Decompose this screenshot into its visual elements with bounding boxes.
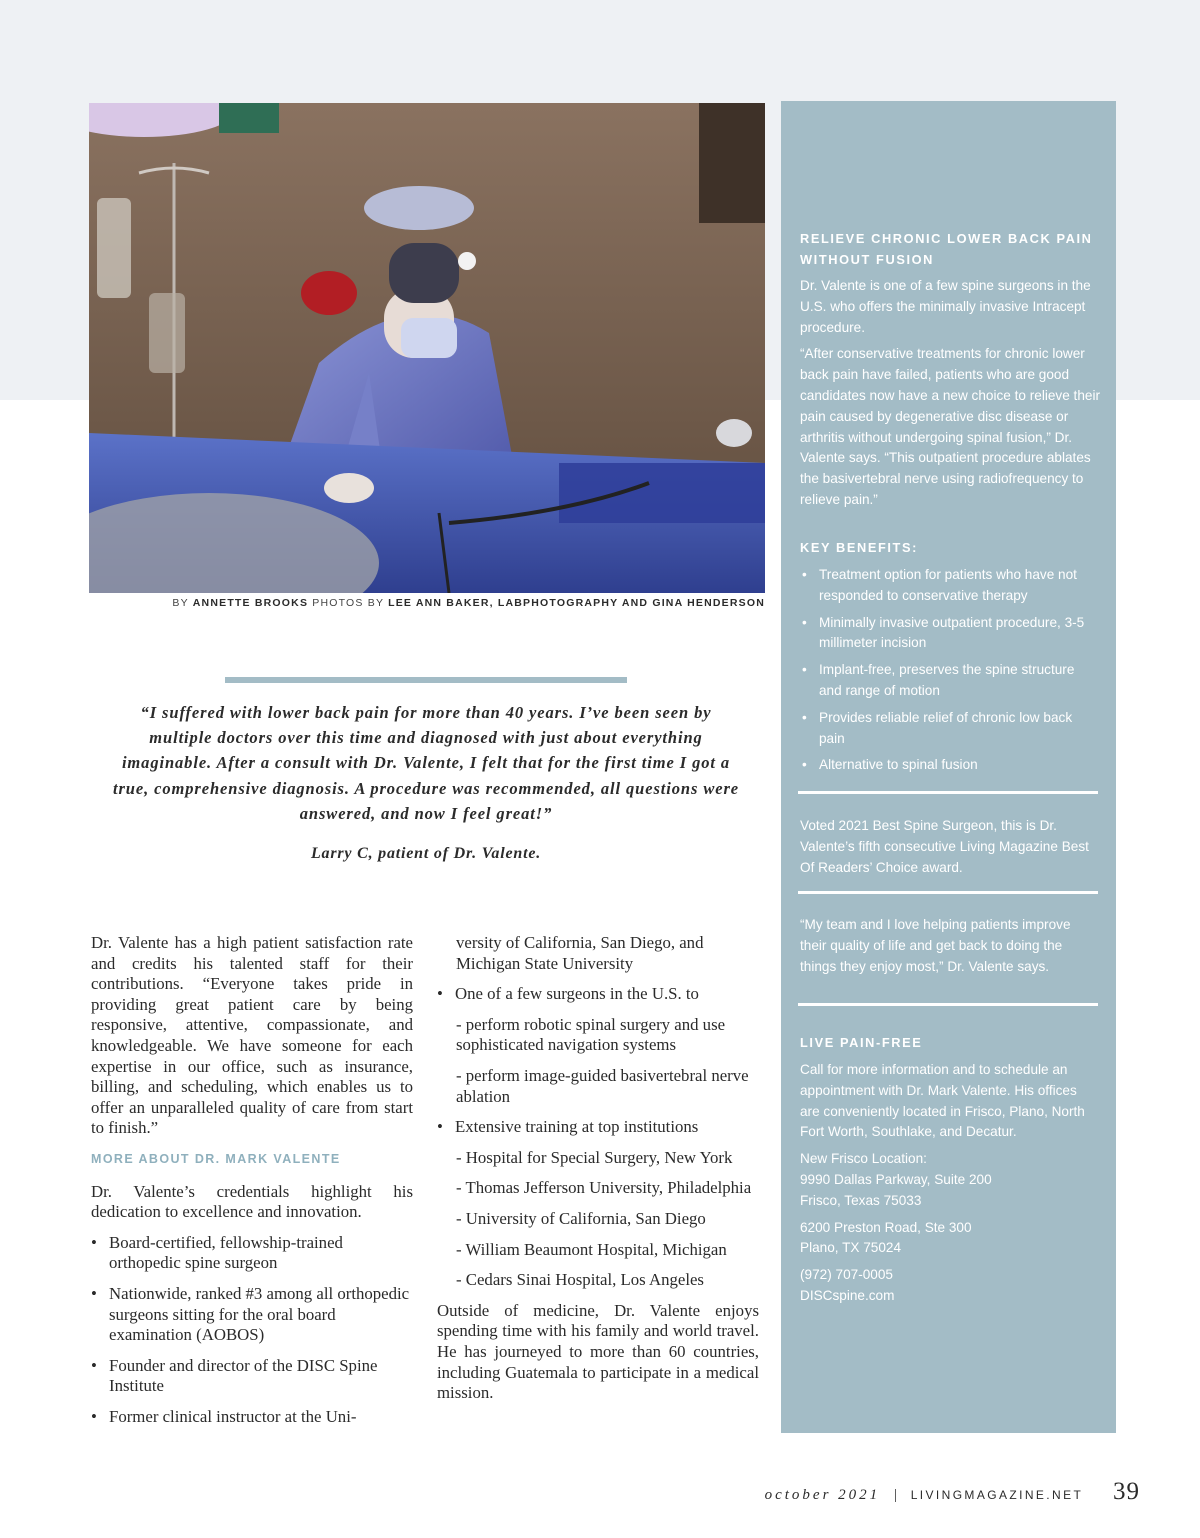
pull-quote: “I suffered with lower back pain for more than 40 years. I’ve been seen by multiple doctors over this time and diagnosed with just about everything imaginable. After a consult with Dr. Valente, I felt that for the first time I got a true, comprehensive diagnosis. A procedure was recommended, all questions were answered, and now I feel great!”: [112, 703, 739, 823]
sidebar-heading-live: LIVE PAIN-FREE: [800, 1035, 923, 1050]
bullet-icon: •: [802, 567, 807, 582]
list-item-text: One of a few surgeons in the U.S. to: [455, 984, 699, 1004]
list-item: [800, 565, 1100, 607]
footer-separator: |: [893, 1487, 897, 1503]
list-item: [91, 1356, 413, 1397]
frisco-street: 9990 Dallas Parkway, Suite 200: [800, 1171, 992, 1187]
bullet-icon: •: [437, 1117, 443, 1137]
credentials-list-continued: [437, 984, 759, 1005]
frisco-address: [800, 1149, 1100, 1211]
sidebar-heading-relieve: [800, 229, 1093, 270]
frisco-label: New Frisco Location:: [800, 1151, 927, 1167]
phone-number: (972) 707-0005: [800, 1267, 893, 1283]
list-item-text: Nationwide, ranked #3 among all orthopedic surgeons sitting for the oral board examination (AOBOS): [109, 1283, 410, 1345]
contact-info: [800, 1265, 1100, 1307]
bullet-icon: •: [91, 1232, 97, 1252]
page-footer: [740, 1478, 1140, 1506]
article-column-1: [91, 933, 413, 1437]
list-item-text: Alternative to spinal fusion: [819, 757, 978, 773]
list-item: [91, 1407, 413, 1428]
training-list: [437, 1117, 759, 1138]
list-item: [800, 613, 1100, 655]
sidebar-intro: [800, 276, 1100, 517]
credit-photos-label: PHOTOS BY: [312, 597, 384, 609]
list-item-text: Implant-free, preserves the spine structure and range of motion: [819, 662, 1075, 698]
sidebar-divider: [798, 791, 1098, 794]
sidebar-panel: [781, 101, 1116, 1433]
credit-author: ANNETTE BROOKS: [192, 597, 309, 609]
sidebar-paragraph: Dr. Valente is one of a few spine surgeons in the U.S. who offers the minimally invasive Intracept procedure.: [800, 278, 1091, 335]
sidebar-award: Voted 2021 Best Spine Surgeon, this is Dr. Valente’s fifth consecutive Living Magazine Best Of Readers’ Choice award.: [800, 818, 1089, 875]
page-number: 39: [1113, 1478, 1140, 1505]
sub-list-item: - Thomas Jefferson University, Philadelphia: [456, 1178, 752, 1198]
sub-list-item: - William Beaumont Hospital, Michigan: [456, 1239, 727, 1259]
sidebar-contact: [800, 1060, 1100, 1313]
bullet-icon: •: [91, 1283, 97, 1303]
credentials-intro: Dr. Valente’s credentials highlight his dedication to excellence and innovation.: [91, 1181, 413, 1222]
list-item-text: Minimally invasive outpatient procedure, 3-5 millimeter incision: [819, 614, 1085, 651]
bullet-icon: •: [802, 757, 807, 773]
credit-photographers: LEE ANN BAKER, LABPHOTOGRAPHY AND GINA HENDERSON: [388, 597, 765, 609]
bullet-icon: •: [802, 709, 807, 725]
list-item-text: Treatment option for patients who have not responded to conservative therapy: [819, 567, 1077, 603]
list-item-text: Extensive training at top institutions: [455, 1117, 699, 1137]
sidebar-heading-benefits: KEY BENEFITS:: [800, 540, 918, 555]
section-subhead: MORE ABOUT DR. MARK VALENTE: [91, 1151, 341, 1166]
list-item: [437, 1117, 759, 1138]
list-item: [437, 984, 759, 1005]
list-item: [800, 708, 1100, 750]
list-item: [91, 1284, 413, 1346]
website-link[interactable]: DISCspine.com: [800, 1287, 895, 1303]
list-item: [800, 755, 1100, 776]
plano-city: Plano, TX 75024: [800, 1240, 902, 1256]
credit-by-label: BY: [172, 597, 189, 609]
contact-intro: Call for more information and to schedule an appointment with Dr. Mark Valente. His offices are conveniently located in Frisco, Plano, North Fort Worth, Southlake, and Decatur.: [800, 1062, 1085, 1140]
frisco-city: Frisco, Texas 75033: [800, 1192, 922, 1208]
sidebar-heading-line: WITHOUT FUSION: [800, 251, 935, 267]
footer-site[interactable]: LIVINGMAGAZINE.NET: [910, 1488, 1084, 1502]
sidebar-divider: [798, 1003, 1098, 1006]
sub-list-item: - perform image-guided basivertebral nerve ablation: [456, 1065, 749, 1106]
list-item: [800, 660, 1100, 702]
article-column-2: [437, 933, 759, 1414]
plano-address: [800, 1218, 1100, 1260]
list-item: [91, 1233, 413, 1274]
benefits-list: [800, 565, 1100, 782]
article-outro: Outside of medicine, Dr. Valente enjoys spending time with his family and world travel. He has journeyed to more than 60 countries, including Guatemala to participate in a medical mission.: [437, 1300, 759, 1403]
bullet-icon: •: [437, 984, 443, 1004]
footer-month: october 2021: [764, 1487, 881, 1503]
pull-quote-attribution: Larry C, patient of Dr. Valente.: [310, 845, 542, 862]
article-intro: Dr. Valente has a high patient satisfaction rate and credits his talented staff for their contributions. “Everyone takes pride in providing great patient care by being responsive, attentive, compassionate, and knowledgeable. We have someone for each expertise in our office, such as insurance, billing, and scheduling, which enables us to offer an unparalleled quality of care from start to finish.”: [91, 933, 413, 1138]
list-item-text: Founder and director of the DISC Spine Institute: [109, 1355, 378, 1396]
bullet-icon: •: [91, 1406, 97, 1426]
list-item-text: Former clinical instructor at the Uni-: [109, 1406, 357, 1426]
credentials-list: [91, 1233, 413, 1428]
list-item-continuation: versity of California, San Diego, and Michigan State University: [456, 933, 704, 973]
sidebar-divider: [798, 891, 1098, 894]
sidebar-team-quote: “My team and I love helping patients improve their quality of life and get back to doing the things they enjoy most,” Dr. Valente says.: [800, 917, 1071, 974]
photo-credit: [89, 597, 765, 609]
bullet-icon: •: [91, 1355, 97, 1375]
sidebar-paragraph: “After conservative treatments for chronic lower back pain have failed, patients who are good candidates now have a new choice to relieve their pain caused by degenerative disc disease or arthritis without undergoing spinal fusion,” Dr. Valente says. “This outpatient procedure ablates the basivertebral nerve using radiofrequency to relieve pain.”: [800, 346, 1100, 507]
bullet-icon: •: [802, 614, 807, 630]
pull-quote-rule: [225, 677, 627, 683]
sub-list-item: - Cedars Sinai Hospital, Los Angeles: [456, 1270, 704, 1290]
sub-list-item: - University of California, San Diego: [456, 1208, 706, 1228]
surgery-photo-illustration: [89, 103, 765, 593]
list-item-text: Board-certified, fellowship-trained orthopedic spine surgeon: [109, 1232, 343, 1273]
sub-list-item: - Hospital for Special Surgery, New York: [456, 1147, 733, 1167]
sidebar-heading-line: RELIEVE CHRONIC LOWER BACK PAIN: [800, 231, 1093, 246]
sub-list-item: - perform robotic spinal surgery and use sophisticated navigation systems: [456, 1014, 726, 1055]
surgery-photo: [89, 103, 765, 593]
plano-street: 6200 Preston Road, Ste 300: [800, 1219, 972, 1235]
list-item-text: Provides reliable relief of chronic low back pain: [819, 709, 1073, 746]
bullet-icon: •: [802, 662, 807, 678]
